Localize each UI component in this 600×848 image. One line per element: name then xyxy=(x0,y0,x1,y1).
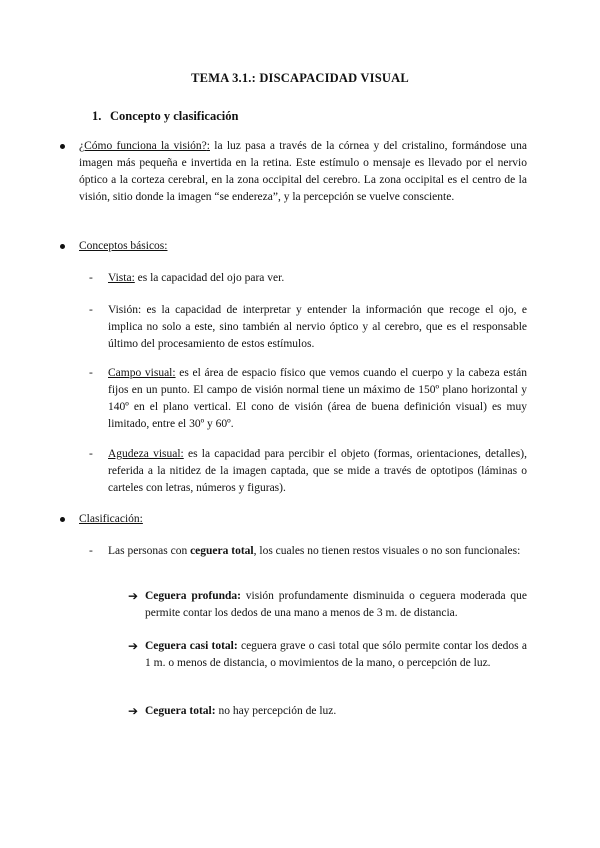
bullet-body: la luz pasa a través de la córnea y del cristalino, formándose una imagen más pequeña e invertida en la retina. Este estímulo o mensaje es llevado por el nervio óptico a la corteza cerebral, en la zona occipital del cerebro. La zona occipital es el centro de la visión, sitio donde la imagen “se endereza”, y la percepción se vuelve consciente. xyxy=(79,140,527,203)
bullet-heading: Clasificación: xyxy=(79,513,143,525)
section-label: Concepto y clasificación xyxy=(110,109,239,123)
subitem-ceguera-casi-total xyxy=(128,638,527,672)
bullet-icon xyxy=(60,244,65,249)
dash-marker: - xyxy=(89,304,93,316)
concept-term: Vista: xyxy=(108,272,135,284)
concept-text: es la capacidad para percibir el objeto (formas, orientaciones, detalles), referida a la nitidez de la imagen captada, que se mide a través de optotipos (láminas o carteles con letras, números y figuras). xyxy=(108,448,527,494)
classification-bold-term: ceguera total xyxy=(190,545,254,557)
bullet-icon xyxy=(60,517,65,522)
bullet-icon xyxy=(60,144,65,149)
arrow-right-icon: ➔ xyxy=(128,704,139,718)
subitem-ceguera-profunda xyxy=(128,588,527,622)
subitem-text: visión profundamente disminuida o ceguera moderada que permite contar los dedos de una mano a menos de 3 m. de distancia. xyxy=(145,590,528,619)
concept-item-vista xyxy=(89,270,527,287)
concept-item-campo-visual xyxy=(89,365,527,433)
arrow-right-icon: ➔ xyxy=(128,589,139,603)
bullet-basic-concepts xyxy=(60,238,527,255)
subitem-term: Ceguera total: xyxy=(145,705,216,717)
concept-term: Campo visual: xyxy=(108,367,176,379)
concept-text: es el área de espacio físico que vemos cuando el cuerpo y la cabeza están fijos en un punto. El campo de visión normal tiene un máximo de 150º plano horizontal y 140º en el plano vertical. El cono de visión (área de buena definición visual) es muy limitado, entre el 30º y 60º. xyxy=(108,367,527,430)
arrow-right-icon: ➔ xyxy=(128,639,139,653)
bullet-how-vision-works xyxy=(60,138,527,206)
concept-term: Agudeza visual: xyxy=(108,448,184,460)
concept-text: es la capacidad de interpretar y entender la información que recoge el ojo, e implica no solo a este, sino también al nervio óptico y al cerebro, que es el responsable último del procesamiento de estos estímulos. xyxy=(108,304,527,350)
subitem-text: no hay percepción de luz. xyxy=(215,705,337,717)
dash-marker: - xyxy=(89,448,93,460)
page-title: TEMA 3.1.: DISCAPACIDAD VISUAL xyxy=(191,71,409,85)
bullet-term: ¿Cómo funciona la visión? xyxy=(79,140,207,152)
concept-text: es la capacidad del ojo para ver. xyxy=(134,272,285,284)
concept-item-agudeza-visual xyxy=(89,446,527,497)
classification-item-total-blindness: - Las personas con ceguera total, los cuales no tienen restos visuales o no son funcionales: xyxy=(89,543,527,560)
concept-term: Visión: xyxy=(108,304,142,316)
subitem-ceguera-total xyxy=(128,703,527,720)
section-number: 1. xyxy=(92,109,102,123)
dash-marker: - xyxy=(89,272,93,284)
bullet-paragraph: ¿Cómo funciona la visión?: la luz pasa a través de la córnea y del cristalino, formándose una imagen más pequeña e invertida en la retina. Este estímulo o mensaje es llevado por el nervio óptico a la corteza cerebral, en la zona occipital del cerebro. La zona occipital es el centro de la visión, sitio donde la imagen “se endereza”, y la percepción se vuelve consciente. xyxy=(79,140,527,203)
concept-item-vision xyxy=(89,302,527,353)
bullet-classification xyxy=(60,511,527,528)
bullet-heading: Conceptos básicos: xyxy=(79,240,168,252)
subitem-text: ceguera grave o casi total que sólo permite contar los dedos a 1 m. o menos de distancia, o movimientos de la mano, o percepción de luz. xyxy=(145,640,527,669)
subitem-term: Ceguera profunda: xyxy=(145,590,241,602)
subitem-term: Ceguera casi total: xyxy=(145,640,238,652)
dash-marker: - xyxy=(89,367,93,379)
dash-marker: - xyxy=(89,545,93,557)
section-heading xyxy=(92,108,238,125)
